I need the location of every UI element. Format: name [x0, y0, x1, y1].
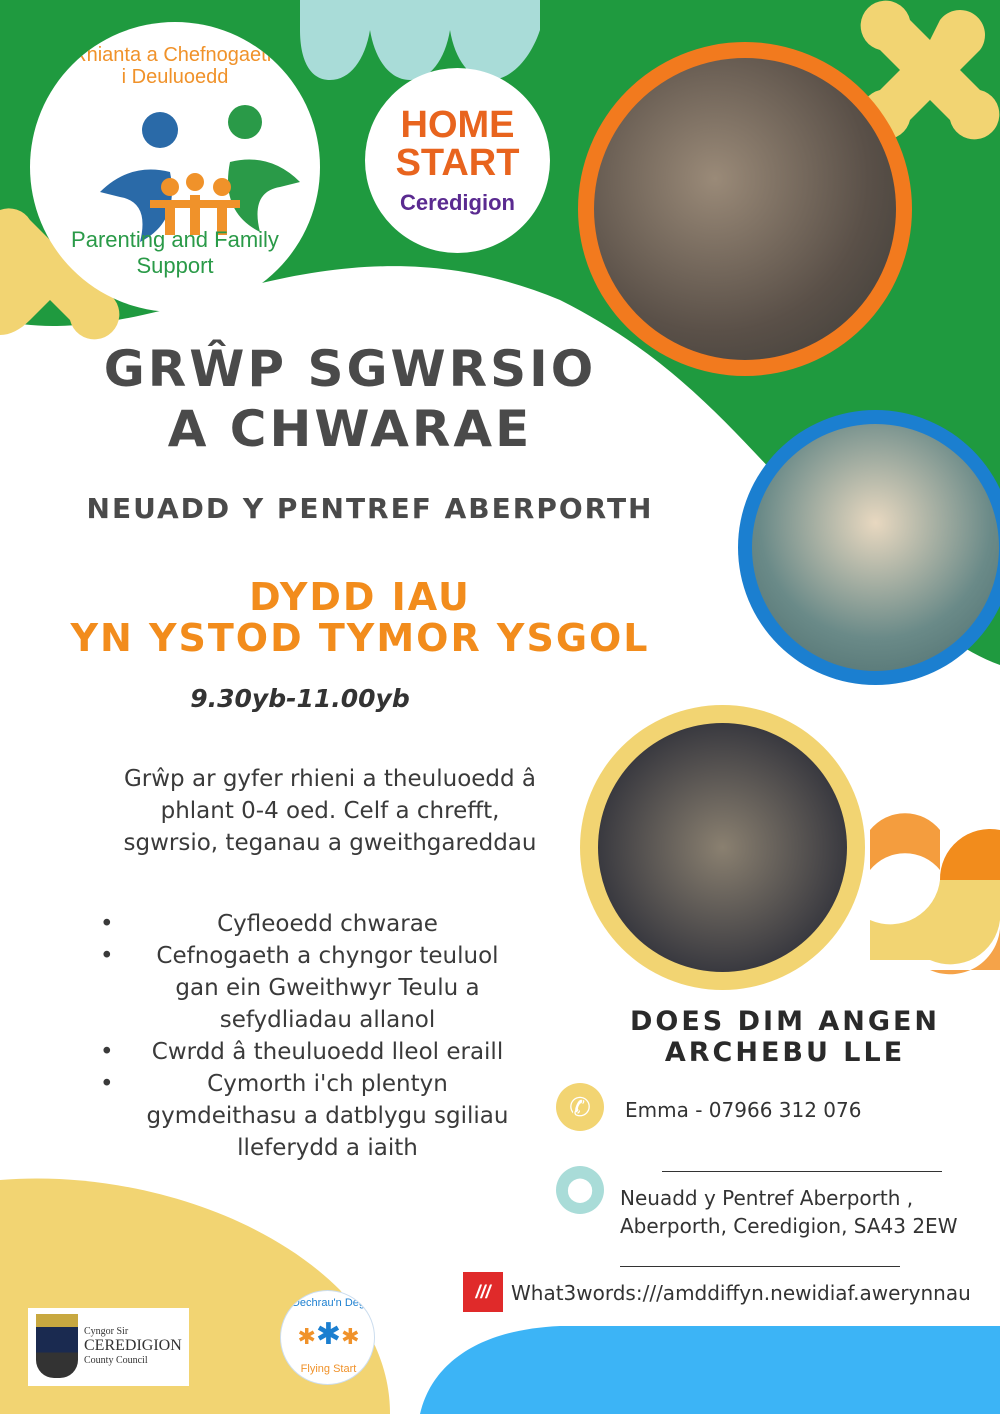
- venue-title: NEUADD Y PENTREF ABERPORTH: [86, 492, 654, 525]
- children-icon: ✱✱✱: [297, 1318, 360, 1351]
- description-line: sgwrsio, teganau a gweithgareddau: [123, 830, 537, 856]
- day-line: DYDD IAU: [249, 575, 471, 619]
- logo-top-text: Rhianta a Chefnogaeth i Deuluoedd: [72, 44, 278, 88]
- homestart-home: HOME: [400, 104, 515, 146]
- list-item: • Cymorth i'ch plentyn gymdeithasu a datblygu sgiliau lleferydd a iaith: [100, 1071, 509, 1161]
- parenting-family-support-logo: [30, 22, 320, 312]
- description-line: phlant 0-4 oed. Celf a chrefft,: [160, 798, 500, 824]
- council-line: Cyngor Sir: [84, 1326, 129, 1337]
- what3words-link[interactable]: What3words:///amddiffyn.newidiaf.awerynnau: [511, 1281, 971, 1305]
- description-line: Grŵp ar gyfer rhieni a theuluoedd â: [123, 766, 537, 792]
- divider: [662, 1171, 942, 1172]
- booking-line: DOES DIM ANGEN: [629, 1006, 941, 1037]
- phone-icon: ✆: [556, 1083, 604, 1131]
- heading-line1: GRŴP SGWRSIO: [103, 340, 597, 398]
- location-pin-icon: ⬤: [556, 1166, 604, 1214]
- heading-line2: A CHWARAE: [167, 400, 533, 458]
- flying-start-logo: [280, 1290, 375, 1385]
- ceredigion-council-logo: [28, 1308, 189, 1386]
- logo-bottom-text: Parenting and Family Support: [71, 227, 279, 278]
- term-line: YN YSTOD TYMOR YSGOL: [70, 616, 650, 660]
- home-start-logo: [365, 68, 550, 253]
- address: [620, 1184, 957, 1240]
- what3words-icon: ///: [463, 1272, 503, 1312]
- description: [40, 763, 620, 859]
- booking-line: ARCHEBU LLE: [664, 1037, 906, 1068]
- photo-child-blocks: [738, 410, 1000, 685]
- feature-list: [100, 908, 545, 1164]
- council-line: CEREDIGION: [84, 1337, 182, 1354]
- photo-art-table: [580, 705, 865, 990]
- booking-note: [600, 1006, 970, 1068]
- flying-start-top: Dechrau'n Deg: [291, 1297, 366, 1309]
- address-line: Aberporth, Ceredigion, SA43 2EW: [620, 1214, 958, 1238]
- list-item: • Cefnogaeth a chyngor teuluol gan ein Gweithwyr Teulu a sefydliadau allanol: [100, 943, 499, 1033]
- homestart-start: START: [395, 142, 520, 184]
- time-text: 9.30yb-11.00yb: [190, 684, 410, 713]
- divider: [620, 1266, 900, 1267]
- flying-start-bottom: Flying Start: [300, 1363, 357, 1375]
- council-line: County Council: [84, 1355, 148, 1366]
- crest-icon: [36, 1314, 78, 1378]
- address-line: Neuadd y Pentref Aberporth ,: [620, 1186, 914, 1210]
- photo-children-sandbox: [578, 42, 912, 376]
- homestart-region: Ceredigion: [400, 190, 515, 215]
- list-item: • Cyfleoedd chwarae: [100, 911, 438, 937]
- list-item: • Cwrdd â theuluoedd lleol eraill: [100, 1039, 504, 1065]
- phone-contact[interactable]: Emma - 07966 312 076: [625, 1098, 862, 1122]
